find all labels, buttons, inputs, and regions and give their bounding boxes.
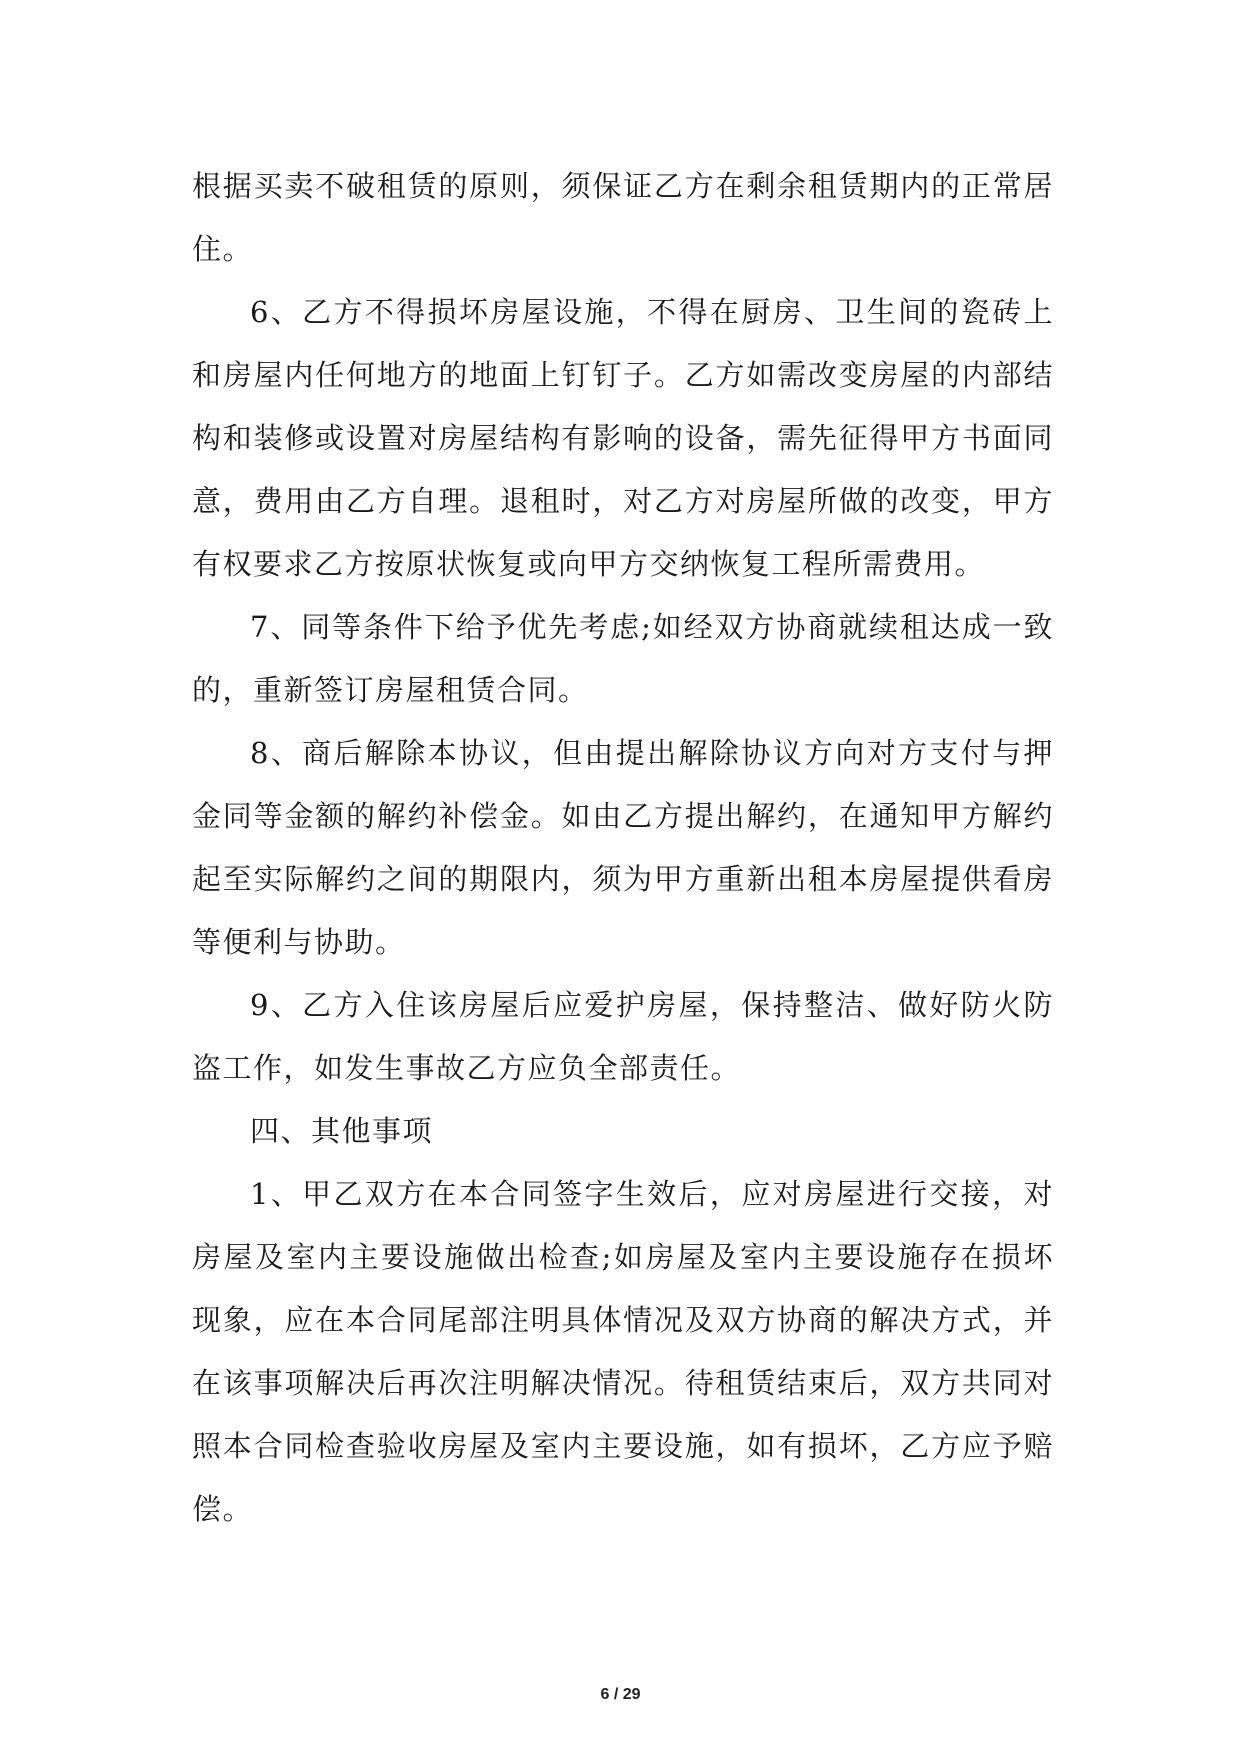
paragraph-other-clause-1: 1、甲乙双方在本合同签字生效后，应对房屋进行交接，对房屋及室内主要设施做出检查;如房屋及室内主要设施存在损坏现象，应在本合同尾部注明具体情况及双方协商的解决方式，并在该事项解决后再次注明解决情况。待租赁结束后，双方共同对照本合同检查验收房屋及室内主要设施，如有损坏，乙方应予赔偿。 [192,1177,1054,1526]
document-body [192,155,1054,1541]
paragraph-clause-8: 8、商后解除本协议，但由提出解除协议方向对方支付与押金同等金额的解约补偿金。如由乙方提出解约，在通知甲方解约起至实际解约之间的期限内，须为甲方重新出租本房屋提供看房等便利与协助。 [192,736,1054,959]
section-heading-other-matters: 四、其他事项 [250,1114,434,1148]
paragraph-clause-6: 6、乙方不得损坏房屋设施，不得在厨房、卫生间的瓷砖上和房屋内任何地方的地面上钉钉子。乙方如需改变房屋的内部结构和装修或设置对房屋结构有影响的设备，需先征得甲方书面同意，费用由乙方自理。退租时，对乙方对房屋所做的改变，甲方有权要求乙方按原状恢复或向甲方交纳恢复工程所需费用。 [192,295,1054,581]
page-number: 6 / 29 [600,1686,641,1703]
paragraph-continued-clause: 根据买卖不破租赁的原则，须保证乙方在剩余租赁期内的正常居住。 [192,169,1054,266]
paragraph-clause-9: 9、乙方入住该房屋后应爱护房屋，保持整洁、做好防火防盗工作，如发生事故乙方应负全部责任。 [192,988,1054,1085]
paragraph-clause-7: 7、同等条件下给予优先考虑;如经双方协商就续租达成一致的，重新签订房屋租赁合同。 [192,610,1054,707]
